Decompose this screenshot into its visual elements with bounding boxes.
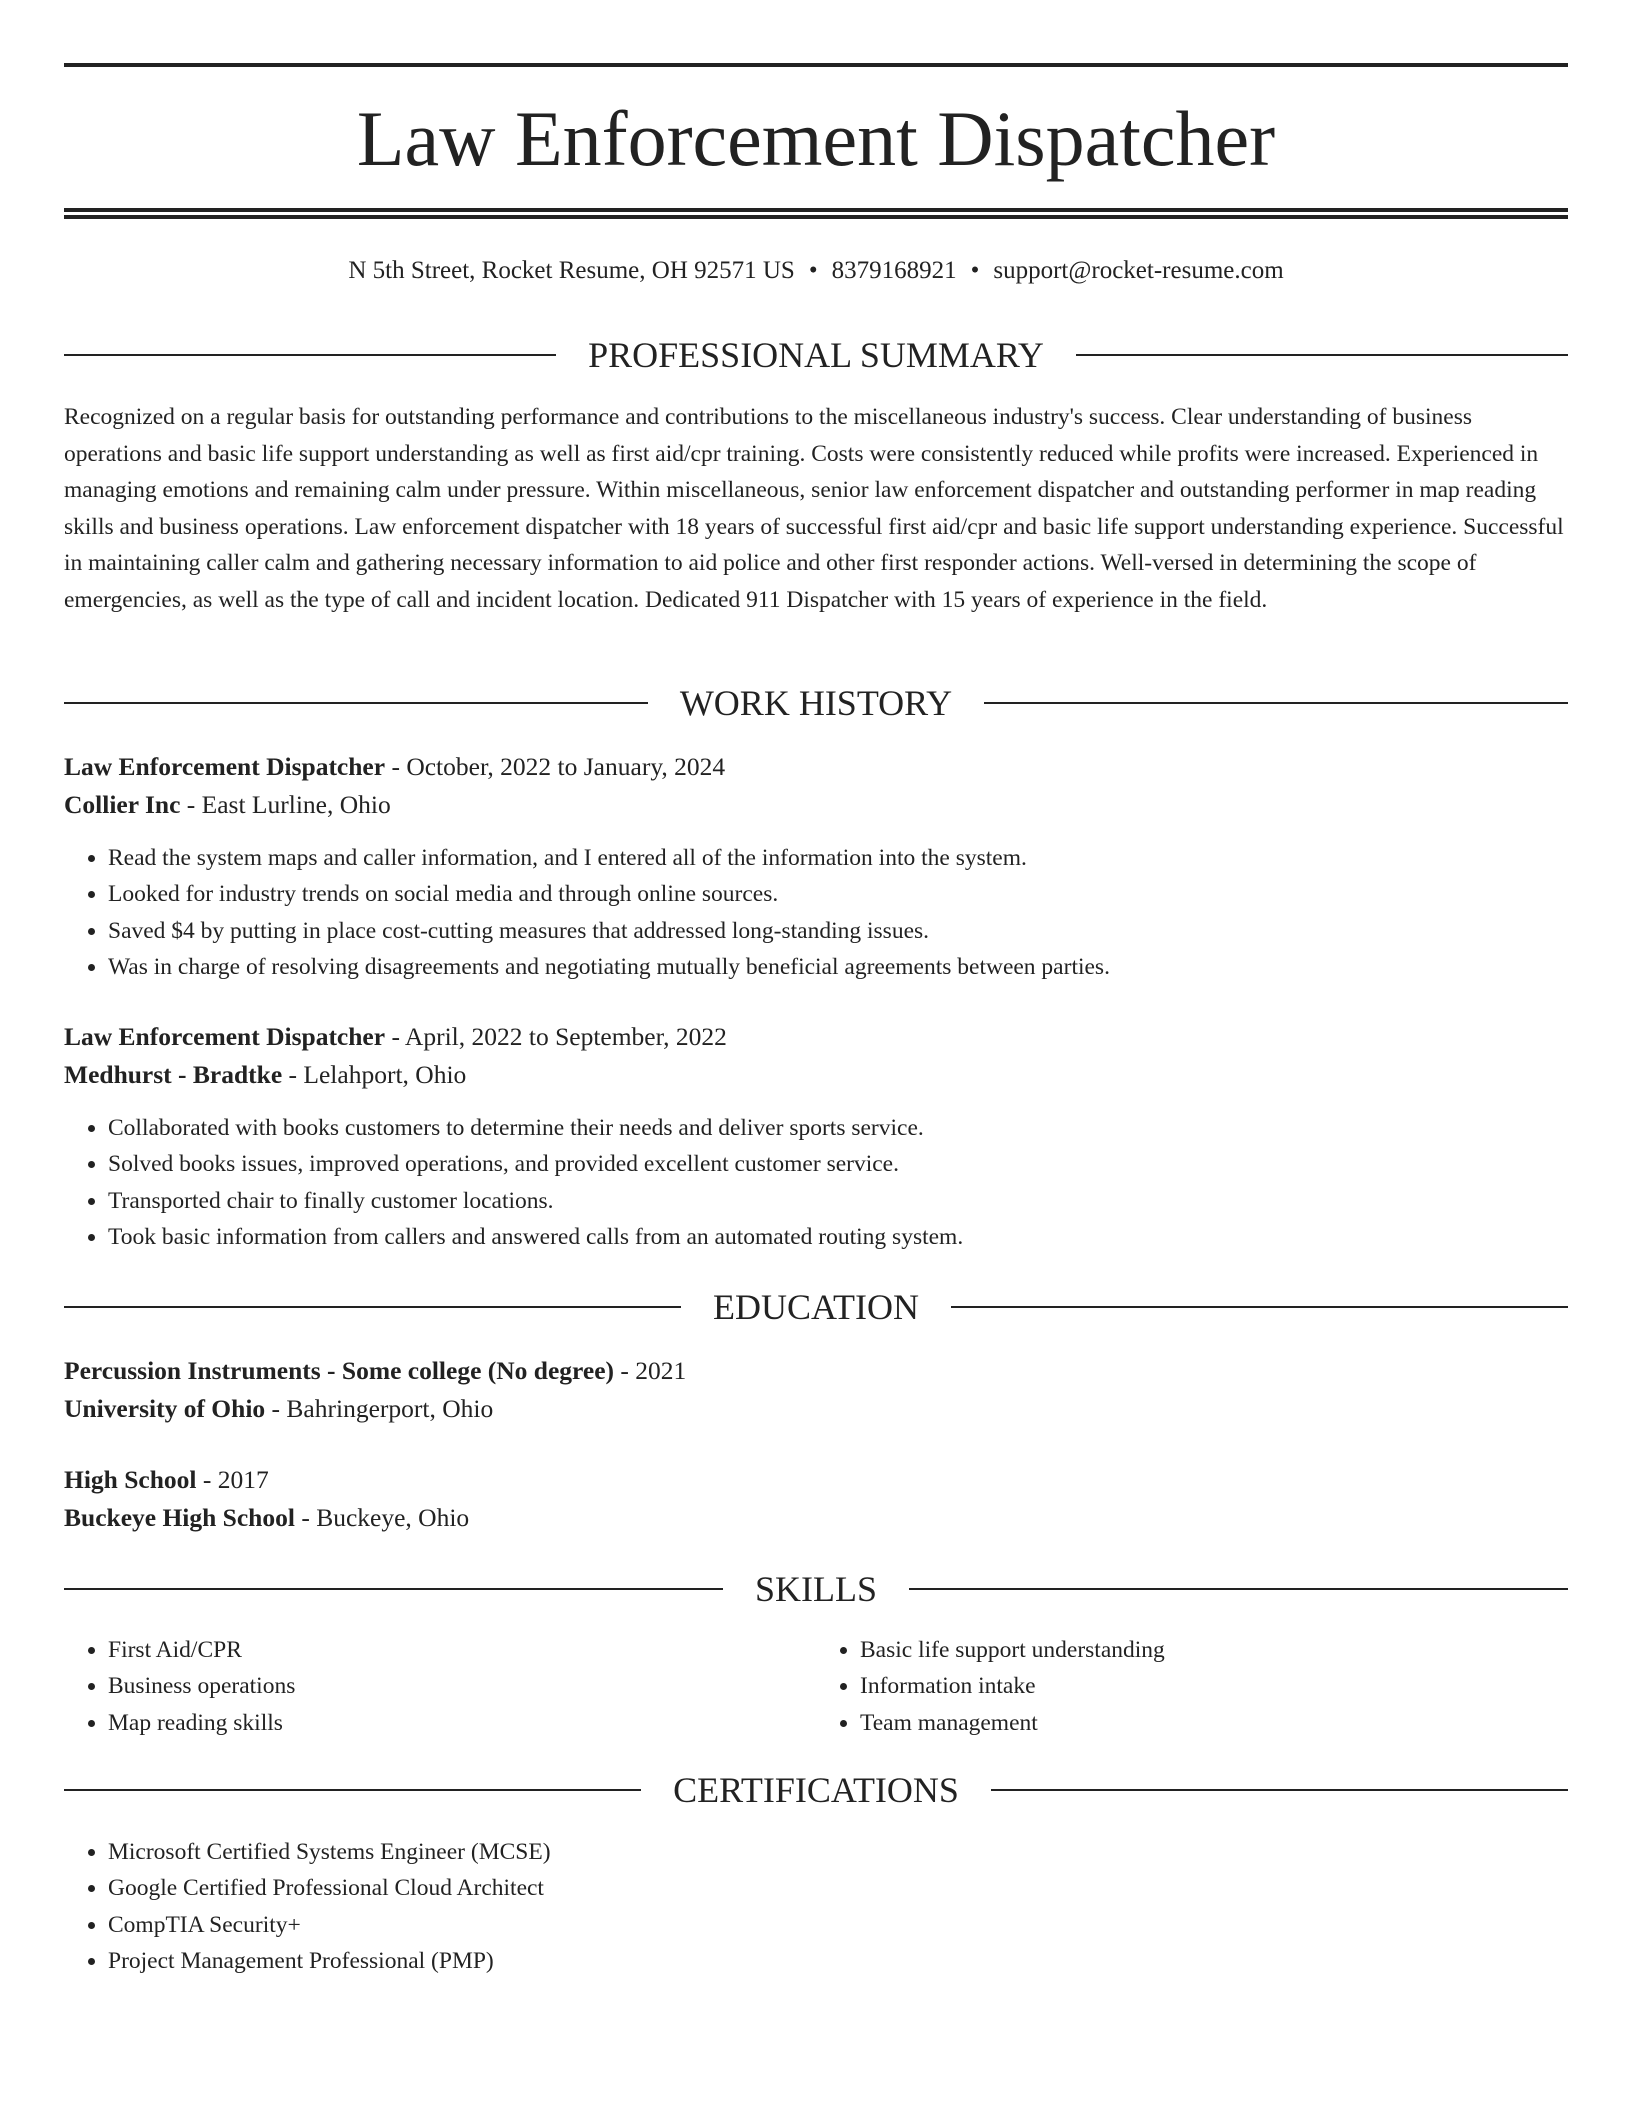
skills-column-right: [816, 1632, 1568, 1741]
degree-name: Percussion Instruments - Some college (No degree): [64, 1356, 615, 1385]
heading-rule: [64, 354, 556, 356]
section-heading-summary: [64, 337, 1568, 373]
list-item: • Solved books issues, improved operations, and provided excellent customer service.: [108, 1146, 1568, 1182]
degree-name: High School: [64, 1465, 197, 1494]
job-bullets: [64, 1110, 1568, 1255]
list-item: • Saved $4 by putting in place cost-cutting measures that addressed long-standing issues.: [108, 913, 1568, 949]
work-entry: [64, 748, 1568, 985]
section-title-skills: SKILLS: [755, 1569, 878, 1609]
list-item: • First Aid/CPR: [108, 1632, 816, 1668]
section-title-education: EDUCATION: [713, 1287, 919, 1327]
section-heading-work: [64, 685, 1568, 721]
job-dates: - April, 2022 to September, 2022: [385, 1022, 727, 1051]
summary-text: Recognized on a regular basis for outstanding performance and contributions to the miscellaneous industry's success. Clear understanding of business operations and basic life support understanding as well as first aid/cpr training. Costs were consistently reduced while profits were increased. Experienced in managing emotions and remaining calm under pressure. Within miscellaneous, senior law enforcement dispatcher and outstanding performer in map reading skills and business operations. Law enforcement dispatcher with 18 years of successful first aid/cpr and basic life support understanding experience. Successful in maintaining caller calm and gathering necessary information to aid police and other first responder actions. Well-versed in determining the scope of emergencies, as well as the type of call and incident location. Dedicated 911 Dispatcher with 15 years of experience in the field.: [64, 404, 1564, 613]
heading-rule: [64, 1588, 723, 1590]
list-item: • Business operations: [108, 1668, 816, 1704]
list-item: • Looked for industry trends on social media and through online sources.: [108, 876, 1568, 912]
education-entry: [64, 1461, 1568, 1537]
heading-rule: [64, 702, 648, 704]
contact-separator: •: [808, 257, 818, 284]
contact-email: support@rocket-resume.com: [993, 257, 1284, 284]
section-heading-skills: [64, 1571, 1568, 1607]
section-heading-certifications: [64, 1772, 1568, 1808]
education-entry: [64, 1352, 1568, 1428]
summary-block: [64, 399, 1568, 618]
degree-line: [64, 1461, 1568, 1499]
heading-rule: [64, 1306, 681, 1308]
title-double-rule: [64, 208, 1568, 219]
school-location: - Bahringerport, Ohio: [265, 1394, 494, 1423]
school-name: University of Ohio: [64, 1394, 266, 1423]
list-item: • Project Management Professional (PMP): [108, 1943, 1568, 1979]
heading-rule: [909, 1588, 1568, 1590]
header: [64, 95, 1568, 182]
top-rule: [64, 63, 1568, 67]
work-entry: [64, 1018, 1568, 1255]
school-line: [64, 1390, 1568, 1428]
list-item: • Google Certified Professional Cloud Architect: [108, 1870, 1568, 1906]
certifications-list: [64, 1834, 1568, 1979]
list-item: • Collaborated with books customers to determine their needs and deliver sports service.: [108, 1110, 1568, 1146]
list-item: • CompTIA Security+: [108, 1907, 1568, 1943]
company-location: - Lelahport, Ohio: [282, 1060, 467, 1089]
contact-line: [64, 258, 1568, 283]
school-location: - Buckeye, Ohio: [294, 1503, 470, 1532]
heading-rule: [1076, 354, 1568, 356]
company-line: [64, 786, 1568, 824]
section-title-summary: PROFESSIONAL SUMMARY: [588, 335, 1044, 375]
contact-phone: 8379168921: [831, 257, 957, 284]
list-item: • Transported chair to finally customer locations.: [108, 1183, 1568, 1219]
school-name: Buckeye High School: [64, 1503, 295, 1532]
list-item: • Was in charge of resolving disagreements and negotiating mutually beneficial agreements between parties.: [108, 949, 1568, 985]
list-item: • Read the system maps and caller information, and I entered all of the information into the system.: [108, 840, 1568, 876]
school-line: [64, 1499, 1568, 1537]
job-title-line: [64, 748, 1568, 786]
list-item: • Information intake: [860, 1668, 1568, 1704]
skills-list: [64, 1632, 1568, 1741]
page-title: Law Enforcement Dispatcher: [356, 95, 1276, 182]
section-heading-education: [64, 1289, 1568, 1325]
company-name: Medhurst - Bradtke: [64, 1060, 283, 1089]
contact-separator: •: [970, 257, 980, 284]
degree-line: [64, 1352, 1568, 1390]
heading-rule: [64, 1789, 641, 1791]
skills-column-left: [64, 1632, 816, 1741]
list-item: • Took basic information from callers and answered calls from an automated routing system.: [108, 1219, 1568, 1255]
heading-rule: [951, 1306, 1568, 1308]
job-bullets: [64, 840, 1568, 985]
degree-year: - 2017: [196, 1465, 269, 1494]
heading-rule: [984, 702, 1568, 704]
list-item: • Team management: [860, 1705, 1568, 1741]
contact-address: N 5th Street, Rocket Resume, OH 92571 US: [348, 257, 795, 284]
list-item: • Basic life support understanding: [860, 1632, 1568, 1668]
degree-year: - 2021: [614, 1356, 687, 1385]
company-line: [64, 1056, 1568, 1094]
job-title: Law Enforcement Dispatcher: [64, 752, 386, 781]
job-title: Law Enforcement Dispatcher: [64, 1022, 386, 1051]
list-item: • Microsoft Certified Systems Engineer (MCSE): [108, 1834, 1568, 1870]
section-title-work: WORK HISTORY: [679, 683, 953, 723]
company-name: Collier Inc: [64, 790, 181, 819]
heading-rule: [991, 1789, 1568, 1791]
certifications-bullets: [64, 1834, 1568, 1979]
list-item: • Map reading skills: [108, 1705, 816, 1741]
company-location: - East Lurline, Ohio: [180, 790, 391, 819]
section-title-certifications: CERTIFICATIONS: [673, 1770, 959, 1810]
job-dates: - October, 2022 to January, 2024: [385, 752, 726, 781]
job-title-line: [64, 1018, 1568, 1056]
